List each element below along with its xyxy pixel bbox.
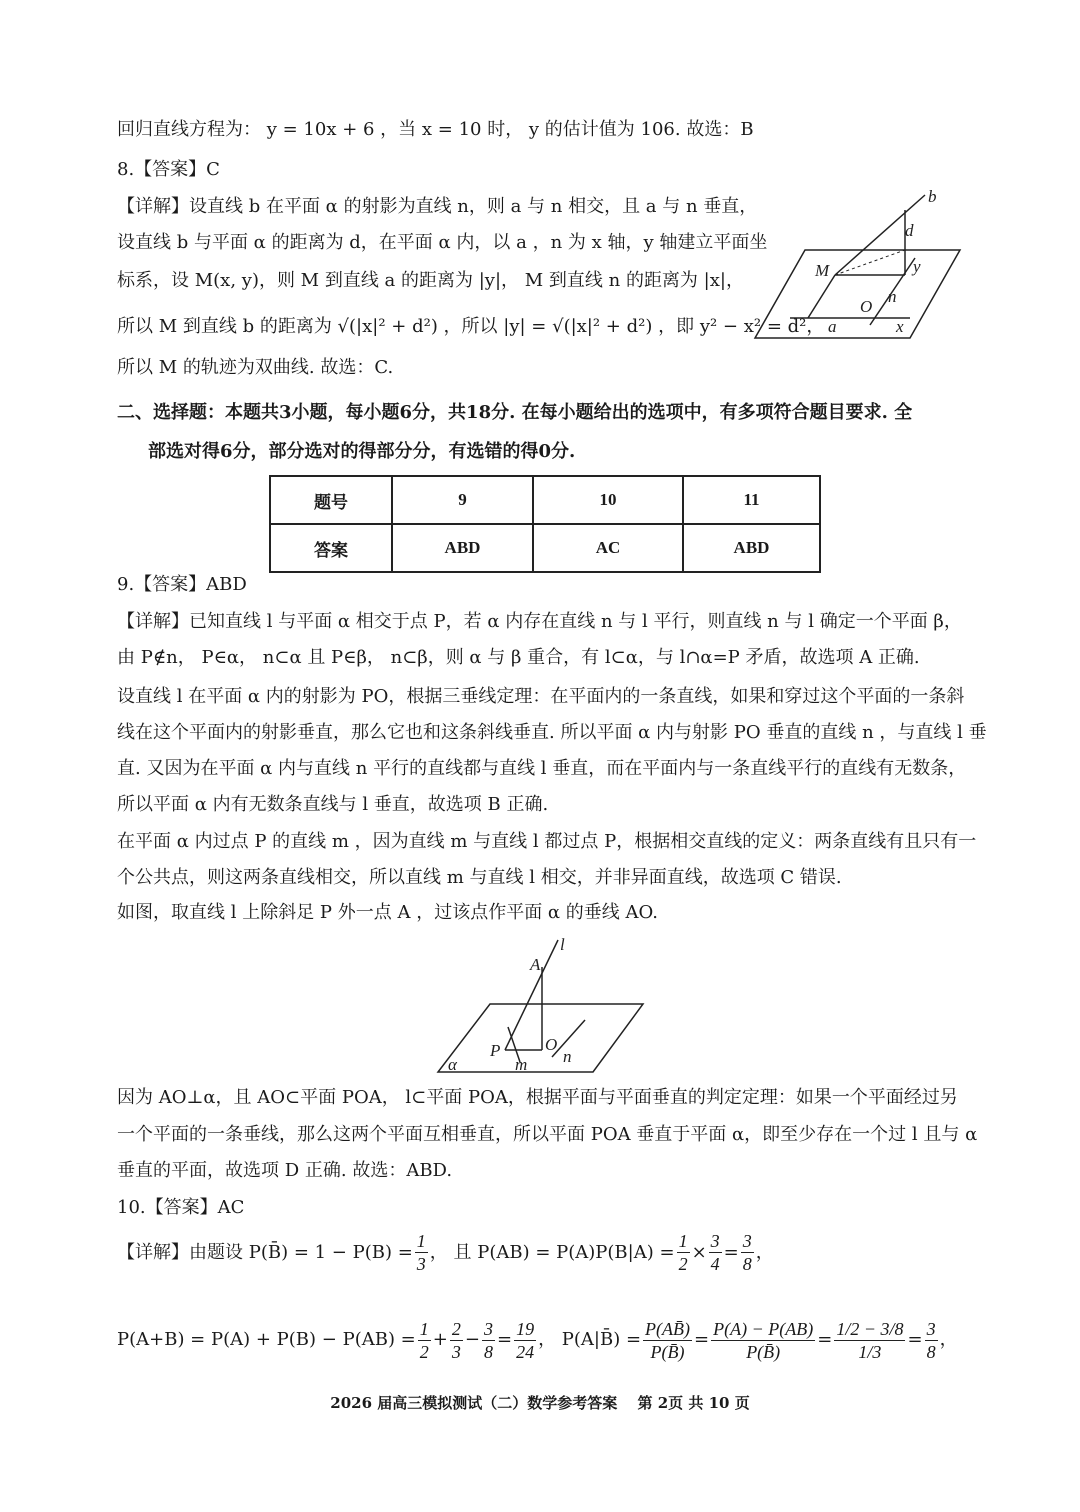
table-cell: AC [533, 524, 683, 572]
fig-label-m: M [815, 261, 830, 280]
fig-label-a: a [828, 317, 837, 336]
numerator: 1 [416, 1231, 426, 1251]
answer-table [269, 475, 821, 573]
fig-label-x: x [896, 317, 904, 336]
q9-answer: 9.【答案】ABD [117, 574, 247, 595]
fig-label-o: O [545, 1035, 558, 1054]
q8-detail-line: 所以 M 到直线 b 的距离为 √(|x|² + d²) ，所以 |y| = √(|x|² + d²) ，即 y² − x² = d²， [117, 316, 825, 337]
denominator: P(B̄) [746, 1341, 781, 1362]
formula-text: ， 且 P(AB) = P(A)P(B|A) = [429, 1241, 675, 1263]
fraction [677, 1230, 690, 1275]
q10-answer: 10.【答案】AC [117, 1197, 245, 1218]
q8-detail-line: 【详解】设直线 b 在平面 α 的射影为直线 n，则 a 与 n 相交，且 a 与 n 垂直， [117, 196, 758, 217]
numerator: 19 [516, 1318, 535, 1339]
formula-text: ， P(A|B̄) = [538, 1329, 642, 1350]
table-cell: 11 [683, 476, 820, 524]
fraction [450, 1318, 463, 1363]
fraction [418, 1318, 431, 1363]
denominator: P(B̄) [650, 1341, 685, 1362]
numerator: 1 [678, 1231, 688, 1251]
fig-label-n: n [563, 1047, 572, 1066]
q9-detail-line: 个公共点，则这两条直线相交，所以直线 m 与直线 l 相交，并非异面直线，故选项 C 错误. [117, 867, 842, 888]
formula-text: ， [755, 1241, 774, 1263]
table-cell: 10 [533, 476, 683, 524]
table-cell: 答案 [270, 524, 392, 572]
fig-label-alpha: α [448, 1055, 457, 1074]
q9-detail-line: 因为 AO⊥α，且 AO⊂平面 POA， l⊂平面 POA，根据平面与平面垂直的判定定理：如果一个平面经过另 [117, 1087, 958, 1108]
numerator: 1/2 − 3/8 [836, 1318, 904, 1339]
table-row [270, 524, 820, 572]
denominator: 8 [926, 1341, 936, 1362]
fraction [741, 1230, 754, 1275]
formula-text: P(A+B) = P(A) + P(B) − P(AB) = [117, 1329, 416, 1350]
formula-text: = [723, 1241, 739, 1263]
q9-figure [430, 932, 650, 1077]
numerator: 2 [451, 1318, 461, 1339]
fraction [925, 1318, 938, 1363]
fraction [482, 1318, 495, 1363]
table-cell: 9 [392, 476, 533, 524]
table-cell: ABD [392, 524, 533, 572]
denominator: 3 [416, 1254, 426, 1274]
numerator: 3 [710, 1231, 720, 1251]
q9-detail-line: 在平面 α 内过点 P 的直线 m ，因为直线 m 与直线 l 都过点 P，根据相交直线的定义：两条直线有且只有一 [117, 831, 977, 852]
table-cell: 题号 [270, 476, 392, 524]
fraction [643, 1318, 692, 1363]
fig-label-o: O [860, 297, 873, 316]
q8-detail-line: 所以 M 的轨迹为双曲线. 故选：C. [117, 357, 394, 378]
q9-detail-line: 所以平面 α 内有无数条直线与 l 垂直，故选项 B 正确. [117, 794, 549, 815]
fraction [709, 1230, 722, 1275]
formula-text: ， [939, 1329, 958, 1350]
fig-label-y: y [913, 257, 921, 276]
table-cell: ABD [683, 524, 820, 572]
table-row [270, 476, 820, 524]
numerator: 1 [419, 1318, 429, 1339]
fraction [415, 1230, 428, 1275]
fig-label-d: d [905, 221, 914, 240]
numerator: 3 [742, 1231, 752, 1251]
q8-figure [750, 180, 970, 340]
q9-detail-line: 一个平面的一条垂线，那么这两个平面互相垂直，所以平面 POA 垂直于平面 α，即至少存在一个过 l 且与 α [117, 1124, 978, 1145]
fig-label-n: n [888, 287, 897, 306]
denominator: 3 [451, 1341, 461, 1362]
fraction [514, 1318, 536, 1363]
formula-text: = [817, 1329, 833, 1350]
q10-detail-line [117, 1230, 774, 1275]
formula-text: × [691, 1241, 707, 1263]
fig-label-b: b [928, 187, 937, 206]
q8-answer: 8.【答案】C [117, 159, 220, 180]
q10-detail-line [117, 1300, 958, 1380]
numerator: P(A) − P(AB) [713, 1318, 814, 1339]
q8-detail-line: 设直线 b 与平面 α 的距离为 d，在平面 α 内，以 a ，n 为 x 轴，y 轴建立平面坐 [117, 232, 768, 253]
fig-label-m: m [515, 1055, 528, 1074]
section-2-heading: 二、选择题：本题共3小题，每小题6分，共18分. 在每小题给出的选项中，有多项符合题目要求. 全 [117, 402, 913, 423]
fig-label-a-point: A [530, 955, 541, 974]
formula-text: − [464, 1329, 480, 1350]
denominator: 2 [678, 1254, 688, 1274]
denominator: 2 [419, 1341, 429, 1362]
numerator: P(AB̄) [645, 1318, 691, 1339]
q9-detail-line: 【详解】已知直线 l 与平面 α 相交于点 P，若 α 内存在直线 n 与 l 平行，则直线 n 与 l 确定一个平面 β， [117, 611, 962, 632]
q7-conclusion: 回归直线方程为： y = 10x + 6 ，当 x = 10 时， y 的估计值为 106. 故选：B [117, 119, 754, 140]
q9-detail-line: 如图，取直线 l 上除斜足 P 外一点 A ，过该点作平面 α 的垂线 AO. [117, 902, 658, 923]
q9-detail-line: 垂直的平面，故选项 D 正确. 故选：ABD. [117, 1160, 453, 1181]
page-footer: 2026 届高三模拟测试（二）数学参考答案 第 2页 共 10 页 [330, 1394, 750, 1412]
numerator: 3 [483, 1318, 493, 1339]
numerator: 3 [926, 1318, 936, 1339]
denominator: 4 [710, 1254, 720, 1274]
q9-detail-line: 直. 又因为在平面 α 内与直线 n 平行的直线都与直线 l 垂直，而在平面内与一条直线平行的直线有无数条， [117, 758, 967, 779]
denominator: 8 [483, 1341, 493, 1362]
fig-label-p: P [490, 1041, 501, 1060]
fraction [834, 1318, 905, 1363]
q9-detail-line: 由 P∉n， P∈α， n⊂α 且 P∈β， n⊂β，则 α 与 β 重合，有 l⊂α，与 l∩α=P 矛盾，故选项 A 正确. [117, 647, 920, 668]
formula-text: = [694, 1329, 710, 1350]
denominator: 8 [742, 1254, 752, 1274]
q9-detail-line: 线在这个平面内的射影垂直，那么它也和这条斜线垂直. 所以平面 α 内与射影 PO 垂直的直线 n ，与直线 l 垂 [117, 722, 987, 743]
q8-detail-line: 标系，设 M(x, y)，则 M 到直线 a 的距离为 |y|， M 到直线 n 的距离为 |x|， [117, 270, 744, 291]
section-2-heading-cont: 部选对得6分，部分选对的得部分分，有选错的得0分. [148, 441, 576, 462]
q9-detail-line: 设直线 l 在平面 α 内的射影为 PO，根据三垂线定理：在平面内的一条直线，如果和穿过这个平面的一条斜 [117, 686, 965, 707]
formula-text: + [432, 1329, 448, 1350]
formula-text: 【详解】由题设 P(B̄) = 1 − P(B) = [117, 1241, 413, 1263]
fraction [711, 1318, 815, 1363]
formula-text: = [907, 1329, 923, 1350]
denominator: 1/3 [858, 1341, 882, 1362]
fig-label-l: l [560, 935, 565, 954]
formula-text: = [496, 1329, 513, 1350]
denominator: 24 [516, 1341, 535, 1362]
